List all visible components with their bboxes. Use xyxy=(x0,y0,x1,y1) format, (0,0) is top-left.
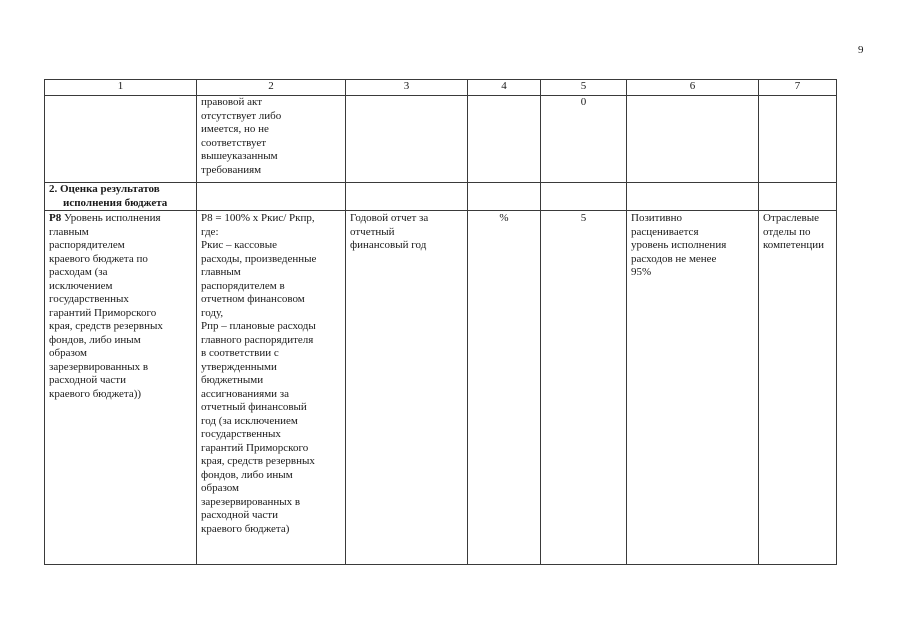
column-number: 2 xyxy=(197,80,346,96)
text-line: отсутствует либо xyxy=(201,109,282,122)
text-line: отделы по xyxy=(763,225,811,238)
text-line: расходам (за xyxy=(49,266,108,278)
text-line: главным xyxy=(201,266,241,278)
section-title-line: исполнения бюджета xyxy=(63,196,168,209)
indicator-row-p8 xyxy=(45,211,837,565)
text-line: края, средств резервных xyxy=(49,320,163,332)
text-line: фондов, либо иным xyxy=(49,333,141,346)
text-line: главным xyxy=(49,225,89,238)
evaluation-cell xyxy=(627,211,759,565)
text-line xyxy=(49,212,192,226)
text-line: соответствует xyxy=(201,136,267,149)
text-line: финансовый год xyxy=(350,239,427,251)
text-line: Р8 = 100% х Ркис/ Ркпр, xyxy=(201,212,315,224)
text-line: Ркис – кассовые xyxy=(201,239,278,251)
section-row xyxy=(45,183,837,211)
table-cell xyxy=(197,96,346,183)
text-line: расценивается xyxy=(631,225,699,238)
text-line: компетенции xyxy=(763,239,825,251)
text-line: распорядителем xyxy=(49,239,125,251)
text-line: распорядителем в xyxy=(201,279,285,292)
text-line: образом xyxy=(49,347,88,359)
text-line: расходной части xyxy=(201,509,278,521)
text-line: образом xyxy=(201,482,240,494)
text-line: зарезервированных в xyxy=(49,360,149,373)
score-cell: 0 xyxy=(541,96,627,183)
text-line: краевого бюджета)) xyxy=(49,387,142,400)
text-line: края, средств резервных xyxy=(201,455,315,467)
source-cell xyxy=(346,211,468,565)
text-line: Позитивно xyxy=(631,212,682,224)
text-line: отчетный xyxy=(350,225,395,238)
text-line: расходы, произведенные xyxy=(201,252,317,265)
table-cell xyxy=(197,183,346,211)
indicator-code: Р8 xyxy=(49,212,62,224)
text-line: гарантий Приморского xyxy=(201,441,309,454)
table-cell xyxy=(759,96,837,183)
table-cell xyxy=(468,183,541,211)
table-cell xyxy=(627,96,759,183)
page-number: 9 xyxy=(858,44,864,56)
budget-indicators-table xyxy=(44,79,837,565)
formula-cell xyxy=(197,211,346,565)
text-line: главного распорядителя xyxy=(201,333,314,346)
column-number-row xyxy=(45,80,837,96)
text-line: гарантий Приморского xyxy=(49,306,157,319)
table-cell xyxy=(541,183,627,211)
text-line: правовой акт xyxy=(201,96,263,108)
text-line: где: xyxy=(201,225,219,238)
column-number: 1 xyxy=(45,80,197,96)
text-line: отчетном финансовом xyxy=(201,293,305,305)
text-line: отчетный финансовый xyxy=(201,401,307,413)
text-line: году, xyxy=(201,306,224,319)
score-cell: 5 xyxy=(541,211,627,565)
table-cell xyxy=(45,96,197,183)
column-number: 3 xyxy=(346,80,468,96)
text-line: краевого бюджета) xyxy=(201,522,290,535)
text-line: уровень исполнения xyxy=(631,239,727,251)
section-title-line: 2. Оценка результатов xyxy=(49,183,160,195)
text-line: краевого бюджета по xyxy=(49,252,148,265)
table-cell xyxy=(346,96,468,183)
table-cell xyxy=(468,96,541,183)
unit-cell: % xyxy=(468,211,541,565)
text-line: требованиям xyxy=(201,163,262,176)
column-number: 4 xyxy=(468,80,541,96)
text-line: Рпр – плановые расходы xyxy=(201,320,316,332)
text-line: расходной части xyxy=(49,374,126,386)
text-line: исключением xyxy=(49,279,113,292)
table-cell xyxy=(627,183,759,211)
text-line: фондов, либо иным xyxy=(201,468,293,481)
text-line: государственных xyxy=(49,293,129,305)
text-line: в соответствии с xyxy=(201,347,279,359)
indicator-name-cell xyxy=(45,211,197,565)
column-number: 7 xyxy=(759,80,837,96)
indicator-name-text: Уровень исполнения xyxy=(61,212,161,224)
text-line: зарезервированных в xyxy=(201,495,301,508)
table-cell xyxy=(346,183,468,211)
text-line: государственных xyxy=(201,428,281,440)
text-line: бюджетными xyxy=(201,374,264,386)
text-line: утвержденными xyxy=(201,360,277,373)
text-line: ассигнованиями за xyxy=(201,387,290,400)
table-cell xyxy=(759,183,837,211)
text-line: имеется, но не xyxy=(201,123,269,135)
text-line: Отраслевые xyxy=(763,212,819,224)
section-title-cell xyxy=(45,183,197,211)
text-line: 95% xyxy=(631,266,652,278)
continuation-row xyxy=(45,96,837,183)
column-number: 6 xyxy=(627,80,759,96)
text-line: Годовой отчет за xyxy=(350,212,429,224)
text-line: вышеуказанным xyxy=(201,150,278,162)
responsible-cell xyxy=(759,211,837,565)
text-line: расходов не менее xyxy=(631,252,717,265)
column-number: 5 xyxy=(541,80,627,96)
text-line: год (за исключением xyxy=(201,414,298,427)
